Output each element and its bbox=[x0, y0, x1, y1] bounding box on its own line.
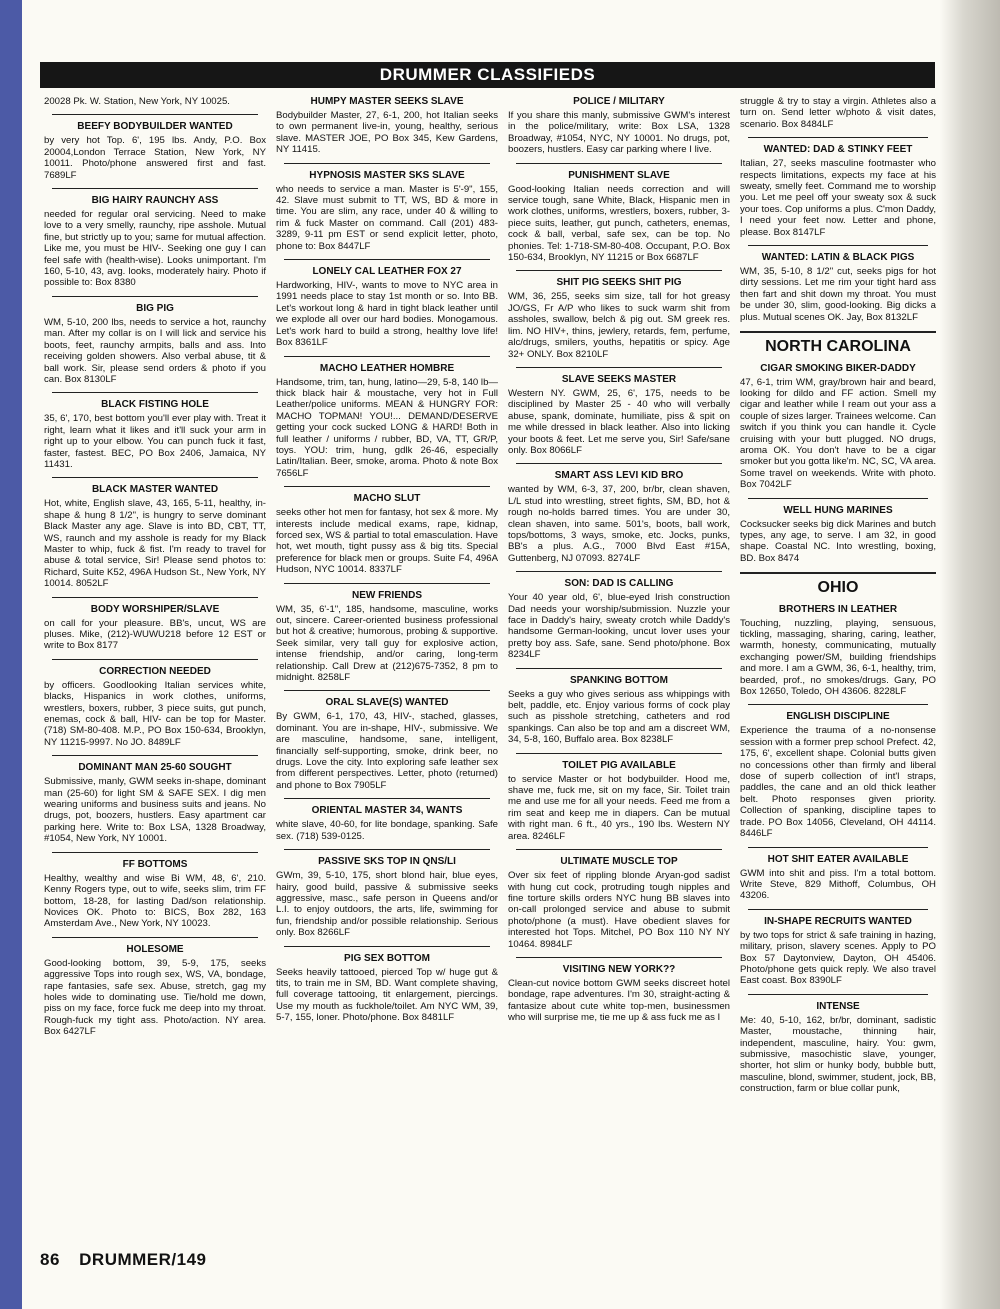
ad-divider bbox=[52, 937, 258, 938]
ad-divider bbox=[748, 909, 928, 910]
column-3 bbox=[508, 96, 730, 1031]
classified-ad bbox=[740, 711, 936, 839]
ad-headline: WELL HUNG MARINES bbox=[783, 504, 893, 516]
classified-ad bbox=[276, 493, 498, 575]
ad-divider bbox=[284, 849, 490, 850]
classified-ad bbox=[44, 399, 266, 470]
ad-text: 35, 6', 170, best bottom you'll ever play with. Treat it right, learn what it likes and it'll suck your arm in right up to your elbow. You can punch fuck it fast, faster, fastest. BEC, PO Box 2406, Jamaica, NY 11431. bbox=[44, 413, 266, 470]
classified-ad bbox=[508, 470, 730, 564]
ad-headline: SMART ASS LEVI KID BRO bbox=[554, 470, 684, 482]
ad-divider bbox=[284, 583, 490, 584]
ad-divider bbox=[748, 245, 928, 246]
classified-ad bbox=[44, 762, 266, 844]
classified-ad bbox=[276, 590, 498, 684]
ad-divider bbox=[52, 477, 258, 478]
ad-headline: ENGLISH DISCIPLINE bbox=[786, 711, 890, 723]
magazine-issue: DRUMMER/149 bbox=[79, 1250, 207, 1269]
ad-headline: BEEFY BODYBUILDER WANTED bbox=[77, 121, 233, 133]
ad-text: Hardworking, HIV-, wants to move to NYC area in 1991 needs place to stay 1st month or so. Into BB. Let's workout long & hard in tight black leather until we explode all over our hard bodies. Monogamous. Let's work hard to build a strong, healthy love life! Box 8361LF bbox=[276, 280, 498, 349]
classified-ad bbox=[276, 856, 498, 938]
ad-divider bbox=[748, 994, 928, 995]
ad-headline: SPANKING BOTTOM bbox=[570, 674, 668, 686]
ad-headline: TOILET PIG AVAILABLE bbox=[562, 759, 676, 771]
classified-ad bbox=[276, 805, 498, 842]
ad-text: 47, 6-1, trim WM, gray/brown hair and beard, looking for dildo and FF action. Smell my cigar and leather while I ream out your ass a couple of sizes larger. Trainees welcome. Can switch if you think you can handle it. Cycle cruising with your butt plugged. NO drugs, aroma OK. You don't have to be a cigar smoker but you gotta like'm. NC, SC, VA area. Some travel on weekends. Write with photo. Box 7042LF bbox=[740, 376, 936, 491]
classified-ad bbox=[508, 675, 730, 746]
ad-text: Healthy, wealthy and wise Bi WM, 48, 6', 210. Kenny Rogers type, out to wife, seeks slim, trim FF bottom, 18-28, for lasting Dad/son relationship. Novices OK. Photo to: BICS, Box 282, 163 Amsterdam Ave., New York, NY 10023. bbox=[44, 872, 266, 930]
ad-divider bbox=[284, 259, 490, 260]
ad-headline: BIG HAIRY RAUNCHY ASS bbox=[91, 195, 219, 207]
ad-headline: DOMINANT MAN 25-60 SOUGHT bbox=[78, 762, 232, 774]
ad-text: Hot, white, English slave, 43, 165, 5-11, healthy, in-shape & hung 8 1/2", is hungry to serve dominant Black Master any age. Slave is into BD, CBT, TT, WS, raunch and my asshole is ready for my Black Master to whip, fuck & fist. I'm ready to travel for abuse & total service, Sir! Please send photos to: Richard, Suite K52, 496A Hudson St., New York, NY 10014. 8052LF bbox=[44, 498, 266, 590]
ad-headline: HYPNOSIS MASTER SKS SLAVE bbox=[309, 169, 465, 181]
ad-divider bbox=[516, 463, 722, 464]
ad-headline: BLACK FISTING HOLE bbox=[101, 399, 209, 411]
ad-text: on call for your pleasure. BB's, uncut, WS are pluses. Mike, (212)-WUWU218 before 12 EST or write to Box 8177 bbox=[44, 617, 266, 652]
ad-text: Western NY. GWM, 25, 6', 175, needs to be disciplined by Master 25 - 40 who will verbally abuse, spank, dominate, humiliate, piss & spit on me while dressed in black leather. Also into licking your boots & feet. Let me serve you, Sir! Safe/sane only. Box 8066LF bbox=[508, 387, 730, 456]
classified-ad bbox=[44, 944, 266, 1038]
ad-headline: SLAVE SEEKS MASTER bbox=[561, 373, 677, 385]
ad-divider bbox=[516, 957, 722, 958]
ad-headline: CORRECTION NEEDED bbox=[99, 665, 211, 677]
classified-ad bbox=[276, 266, 498, 348]
classified-ad bbox=[508, 374, 730, 456]
ad-headline: HUMPY MASTER SEEKS SLAVE bbox=[310, 96, 464, 107]
ad-divider bbox=[284, 798, 490, 799]
classified-ad bbox=[44, 121, 266, 181]
ad-headline: ORIENTAL MASTER 34, WANTS bbox=[311, 805, 463, 817]
ad-headline: IN-SHAPE RECRUITS WANTED bbox=[764, 915, 912, 927]
ad-headline: BROTHERS IN LEATHER bbox=[778, 603, 898, 615]
ad-headline: FF BOTTOMS bbox=[122, 858, 188, 870]
classified-ad bbox=[740, 252, 936, 323]
ad-text: 20028 Pk. W. Station, New York, NY 10025. bbox=[44, 96, 230, 107]
page-curl-shadow bbox=[940, 0, 1000, 1309]
page-number: 86 bbox=[40, 1250, 60, 1269]
classified-ad bbox=[44, 484, 266, 589]
ad-headline: HOLESOME bbox=[126, 943, 184, 955]
ad-headline: CIGAR SMOKING BIKER-DADDY bbox=[760, 362, 916, 374]
ad-text: by very hot Top. 6', 195 lbs. Andy, P.O. Box 20004,London Terrace Station, New York, NY 10011. Photo/phone answered first and fast. 7689LF bbox=[44, 135, 266, 181]
ad-text: Handsome, trim, tan, hung, latino—29, 5-8, 140 lb—thick black hair & moustache, very hot in Full Leather/police uniforms. MEAN & HUNGRY FOR: MACHO TOPMAN! YOU!... DEMAND/DESERVE getting your cock sucked LONG & HARD! Both in full leather / uniforms / rubber, BD, VA, TT, GR/P, toys. YOU: trim, hung, gdlk 26-46, especially Latin/Italian. Beer, smoke, aroma. Photo & note Box 7656LF bbox=[276, 376, 498, 479]
ad-divider bbox=[748, 704, 928, 705]
ad-text: GWM into shit and piss. I'm a total bottom. Write Steve, 829 Mithoff, Columbus, OH 43206. bbox=[740, 867, 936, 902]
section-divider bbox=[740, 331, 936, 333]
ad-headline: LONELY CAL LEATHER FOX 27 bbox=[312, 266, 462, 278]
ad-text: Submissive, manly, GWM seeks in-shape, dominant man (25-60) for light SM & SAFE SEX. I dig men wearing uniforms and business suits and jeans. No drugs, pot, boozers, hustlers. Easy apartment car parking here. Write to: Box LSA, 1328 Broadway, #1054, New York, NY 10001. bbox=[44, 776, 266, 845]
ad-text: Your 40 year old, 6', blue-eyed Irish construction Dad needs your worship/submission. Nuzzle your face in Daddy's hairy, sweaty crotch while Daddy's handsome German-looking, uncut lover uses your pretty boy ass. Safe, sane. Send photo/phone. Box 8234LF bbox=[508, 592, 730, 661]
page-banner: DRUMMER CLASSIFIEDS bbox=[40, 62, 935, 88]
classified-ad bbox=[508, 277, 730, 359]
classified-ad bbox=[44, 195, 266, 289]
classified-ad bbox=[740, 1001, 936, 1095]
ad-headline: PASSIVE SKS TOP IN QNS/LI bbox=[318, 856, 456, 868]
classified-ad bbox=[276, 363, 498, 480]
classified-ad bbox=[44, 303, 266, 385]
ad-text: Cocksucker seeks big dick Marines and butch types, any age, to serve. I am 32, in good shape. Coastal NC. Into wrestling, boxing, BD. Box 8474 bbox=[740, 518, 936, 564]
ad-divider bbox=[284, 690, 490, 691]
ad-text: Over six feet of rippling blonde Aryan-god sadist with hung cut cock, protruding tough nipples and fine torture skills orders NYC hung BB slaves into on-call prolonged service and abuse to submit photo/phone (a must). Have obedient slaves for interested hot Tops. Mitchel, PO Box 110 NY NY 10464. 8984LF bbox=[508, 870, 730, 950]
classified-ad bbox=[740, 916, 936, 987]
ad-headline: PUNISHMENT SLAVE bbox=[568, 169, 670, 181]
ad-divider bbox=[52, 296, 258, 297]
ad-divider bbox=[516, 163, 722, 164]
ad-divider bbox=[52, 755, 258, 756]
ad-headline: VISITING NEW YORK?? bbox=[562, 963, 676, 975]
ad-text: struggle & try to stay a virgin. Athletes also a turn on. Send letter w/photo & visit dates, scenario. Box 8484LF bbox=[740, 96, 936, 130]
classified-ad bbox=[276, 697, 498, 791]
classified-ad bbox=[508, 760, 730, 842]
page-footer bbox=[40, 1250, 207, 1270]
ad-text: Good-looking bottom, 39, 5-9, 175, seeks aggressive Tops into rough sex, WS, VA, bondage, rape fantasies, safe sex. Abuse, stretch, gag my holes wide to dominating use. Tie/hold me down, piss on my face, force fuck me deep into my throat. Rough-fuck my tight ass. Photo/action. NY area. Box 6427LF bbox=[44, 957, 266, 1038]
ad-text: If you share this manly, submissive GWM's interest in the police/military, write: Box LSA, 1328 Broadway, #1054, NYC, NY 10001. No drugs, pot, boozers, hustlers. Easy car parking where I live. bbox=[508, 110, 730, 156]
ad-text: WM, 35, 5-10, 8 1/2" cut, seeks pigs for hot dirty sessions. Let me rim your tight hard ass then fart and shit down my throat. You must be under 30, slim, good-looking. Big dicks a plus. Mutual scenes OK. Jay, Box 8132LF bbox=[740, 266, 936, 323]
ad-divider bbox=[284, 356, 490, 357]
classified-ad bbox=[740, 96, 936, 130]
ad-headline: BLACK MASTER WANTED bbox=[91, 484, 219, 496]
classified-ad bbox=[740, 604, 936, 698]
ad-text: seeks other hot men for fantasy, hot sex & more. My interests include medical exams, rape, kidnap, forced sex, WS & partial to total emasculation. Have hot, wet mouth, tight pussy ass & big tits. Special preference for black men or groups. Suite F4, 496A Hudson, NYC 10014. 8337LF bbox=[276, 507, 498, 576]
classified-ad bbox=[44, 604, 266, 652]
ad-text: Touching, nuzzling, playing, sensuous, tickling, massaging, sharing, caring, leather, warmth, honesty, communicating, mutually exchanging power/SM, building friendships and more. I am a GWM, 36, 6-1, healthy, trim, bearded, prof., no smokes/drugs. Gary, PO Box 12650, Toledo, OH 43606. 8228LF bbox=[740, 617, 936, 698]
ad-divider bbox=[52, 852, 258, 853]
ad-text: WM, 36, 255, seeks sim size, tall for hot greasy JO/GS, Fr A/P who likes to suck warm shit from assholes, swallow, belch & pig out. SM greek res. lim. NO HIV+, thins, jewlery, retards, fem, perfume, alc/drugs, smilers, youths, hepatitis or spicy. Age 32+ ONLY. Box 8210LF bbox=[508, 291, 730, 360]
ad-text: wanted by WM, 6-3, 37, 200, br/br, clean shaven, L/L stud into wrestling, street fights, SM, BD, hot & rough no-holds barred times. You are under 30, clean shaven, into same. 501's, boots, ball work, tops/bottoms, 3 ways, smoke, etc. Jocks, punks, BB's a plus. A.G., 7000 Blvd East #15A, Guttenberg, NJ 07093. 8274LF bbox=[508, 484, 730, 564]
ad-divider bbox=[52, 188, 258, 189]
classified-ad bbox=[276, 170, 498, 252]
ad-divider bbox=[52, 659, 258, 660]
classified-ad bbox=[44, 859, 266, 930]
ad-headline: MACHO LEATHER HOMBRE bbox=[319, 362, 455, 374]
classified-ad bbox=[276, 953, 498, 1024]
ad-divider bbox=[748, 137, 928, 138]
ad-text: Clean-cut novice bottom GWM seeks discreet hotel bondage, rape adventures. I'm 30, straight-acting & fantasize about cute white top-men, businessmen who will surprise me, tie me up & ass fuck me as I bbox=[508, 977, 730, 1024]
classified-ad bbox=[740, 505, 936, 565]
ad-text: GWm, 39, 5-10, 175, short blond hair, blue eyes, hairy, good build, passive & submissive seeks aggressive, masc., safe person in Queens and/or L.I. to enjoy outdoors, the arts, life, swimming for fun, friendship and/or possible relationship. Serious only. Box 8266LF bbox=[276, 870, 498, 939]
classified-ad bbox=[740, 363, 936, 491]
ad-headline: WANTED: LATIN & BLACK PIGS bbox=[761, 252, 915, 264]
ad-text: Me: 40, 5-10, 162, br/br, dominant, sadistic Master, moustache, thinning hair, independent, masculine, hairy. You: gwm, submissive, masochistic slave, younger, shorter, hot slim or hunky body, bubble butt, masculine, blond, swimmer, student, jock, BB, construction, farm or blue collar punk, bbox=[740, 1014, 936, 1095]
ad-headline: NEW FRIENDS bbox=[352, 589, 422, 601]
ad-headline: HOT SHIT EATER AVAILABLE bbox=[767, 853, 909, 865]
ad-headline: SHIT PIG SEEKS SHIT PIG bbox=[556, 277, 682, 289]
ad-text: by officers. Goodlooking Italian services white, blacks, Hispanics in work clothes, uniforms, wrestlers, boxers, rubber, 3 piece suits, gut punch, enemas, cock & ball, HIV- can be top for Master. (718) SM-80-408. M.P., PO Box 150-634, Brooklyn, NY 11215-9997. No JO. 8489LF bbox=[44, 679, 266, 748]
binding-edge bbox=[0, 0, 22, 1309]
classified-ad bbox=[740, 144, 936, 238]
ad-text: Seeks heavily tattooed, pierced Top w/ huge gut & tits, to train me in SM, BD. Want complete shaving, full coverage tattooing, tit enlargement, piercings. Use my mouth as fuckhole/toilet. Am NYC WM, 39, 5-7, 155, loner. Photo/phone. Box 8481LF bbox=[276, 966, 498, 1024]
ad-headline: ULTIMATE MUSCLE TOP bbox=[560, 856, 678, 868]
section-divider bbox=[740, 572, 936, 574]
ad-divider bbox=[516, 270, 722, 271]
ad-divider bbox=[284, 486, 490, 487]
ad-headline: SON: DAD IS CALLING bbox=[564, 578, 674, 590]
ad-divider bbox=[52, 392, 258, 393]
region-heading: OHIO bbox=[817, 579, 859, 597]
ad-divider bbox=[52, 597, 258, 598]
ad-headline: INTENSE bbox=[816, 1000, 860, 1012]
classified-ad bbox=[508, 578, 730, 660]
ad-divider bbox=[748, 847, 928, 848]
ad-text: Experience the trauma of a no-nonsense session with a former prep school Prefect. 42, 175, 6', excellent shape. Colonial butts given no concessions other than firmly and liberal dose of superb collection of int'l straps, paddles, the cane and an old thick leather belt. Photo responses given priority. Collection of spanking, discipline tapes to trade. PO Box 14056, Cleveland, OH 44114. 8446LF bbox=[740, 725, 936, 840]
column-1 bbox=[44, 96, 266, 1045]
ad-text: white slave, 40-60, for lite bondage, spanking. Safe sex. (718) 539-0125. bbox=[276, 819, 498, 842]
ad-headline: BIG PIG bbox=[136, 302, 174, 314]
ad-divider bbox=[516, 849, 722, 850]
classified-ad bbox=[276, 96, 498, 156]
ad-divider bbox=[284, 946, 490, 947]
ad-text: WM, 5-10, 200 lbs, needs to service a hot, raunchy man. After my collar is on I will lick and service his boots, feet, raunchy armpits, balls and ass. Into receiving golden showers. Also verbal abuse, tit & ball work. Sir, please send orders & photo if you can. Box 8130LF bbox=[44, 316, 266, 385]
classified-ad bbox=[508, 964, 730, 1024]
ad-text: WM, 35, 6'-1", 185, handsome, masculine, works out, sincere. Career-oriented business professional but hot & creative; humorous, probing & supportive. Seek similar, very tall guy for explosive action, intense friendship, and/or caring, long-term relationship. Call Drew at (212)675-7352, 8 pm to midnight. 8258LF bbox=[276, 603, 498, 684]
region-heading: NORTH CAROLINA bbox=[765, 338, 911, 356]
column-2 bbox=[276, 96, 498, 1031]
ad-divider bbox=[748, 498, 928, 499]
classified-ad bbox=[508, 96, 730, 156]
ad-divider bbox=[516, 753, 722, 754]
classified-ad bbox=[44, 666, 266, 748]
classified-ad bbox=[508, 170, 730, 264]
classified-ad bbox=[44, 96, 266, 107]
ad-text: Seeks a guy who gives serious ass whippings with belt, paddle, etc. Enjoy various forms of cock play such as pisshole stretching, catheters and rod spankings. Can also be top and am a discreet WM, 34, 5-8, 160, Buffalo area. Box 8238LF bbox=[508, 688, 730, 746]
ad-text: needed for regular oral servicing. Need to make love to a very smelly, raunchy, ripe asshole. Mutual fine, but strictly up to you; same for mutual affection. Like me, you must be HIV-. Seeking one guy I can feel safe with (health-wise). Looks unimportant. I'm 160, 5-10, 43, avg. looks, moderately hairy. Photo if possible to: Box 8380 bbox=[44, 209, 266, 289]
classified-ad bbox=[508, 856, 730, 950]
ad-headline: MACHO SLUT bbox=[353, 493, 421, 505]
ad-headline: POLICE / MILITARY bbox=[573, 96, 665, 107]
ad-divider bbox=[516, 367, 722, 368]
ad-text: Italian, 27, seeks masculine footmaster who respects limitations, expects my face at his sweaty, smelly feet. Command me to worship you. Let me peel off your sweaty sox & suck your toes. Cop uniforms a plus. C'mon Daddy, I need your feet now. Letter and phone, please. Box 8147LF bbox=[740, 158, 936, 238]
ad-headline: WANTED: DAD & STINKY FEET bbox=[763, 144, 913, 156]
classified-ad bbox=[740, 854, 936, 902]
column-4 bbox=[740, 96, 936, 1102]
ad-text: who needs to service a man. Master is 5'-9", 155, 42. Slave must submit to TT, WS, BD & more in time. You are slim, any race, under 40 & willing to rim & fuck Master on command. Call (201) 483-3289, 9-11 pm EST or send explicit letter, photo, phone to: Box 8447LF bbox=[276, 183, 498, 252]
ad-divider bbox=[516, 668, 722, 669]
ad-headline: PIG SEX BOTTOM bbox=[344, 952, 430, 964]
ad-headline: BODY WORSHIPER/SLAVE bbox=[90, 603, 220, 615]
ad-text: to service Master or hot bodybuilder. Hood me, shave me, fuck me, sit on my face, Sir. Toilet train me and use me for all your needs. Feed me from a rim seat and keep me in diapers. Can be mutual with right man. 6 ft., 40 yrs., 190 lbs. Western NY area. 8246LF bbox=[508, 773, 730, 842]
ad-divider bbox=[516, 571, 722, 572]
ad-text: by two tops for strict & safe training in hazing, military, prison, slavery scenes. Apply to PO Box 57 Daytonview, Dayton, OH 45406. Photo/phone gets quick reply. We also travel East coast. Box 8390LF bbox=[740, 929, 936, 987]
ad-text: By GWM, 6-1, 170, 43, HIV-, stached, glasses, dominant. You are in-shape, HIV-, submissive. We are masculine, handsome, sane, intelligent, financially self-supporting, smoke, drink beer, no drugs. Love the city. Into exploring safe leather sex from different perspectives. Letter, photo (returned) and phone to Box 7905LF bbox=[276, 711, 498, 791]
ad-text: Bodybuilder Master, 27, 6-1, 200, hot Italian seeks to own permanent live-in, young, healthy, serious slave. MASTER JOE, PO Box 345, Kew Gardens, NY 11415. bbox=[276, 110, 498, 156]
ad-headline: ORAL SLAVE(S) WANTED bbox=[325, 697, 449, 709]
ad-text: Good-looking Italian needs correction and will service tough, sane White, Black, Hispanic men in work clothes, uniforms, wrestlers, boxers, rubber, 3-piece suits, leather, gut punch, catheters, enemas, cock & ball, verbal, safe sex, can be top. No phonies. Tel: 1-718-SM-80-408. Occupant, P.O. Box 150-634, Brooklyn, NY 11215 or Box 6687LF bbox=[508, 183, 730, 264]
ad-divider bbox=[284, 163, 490, 164]
ad-divider bbox=[52, 114, 258, 115]
